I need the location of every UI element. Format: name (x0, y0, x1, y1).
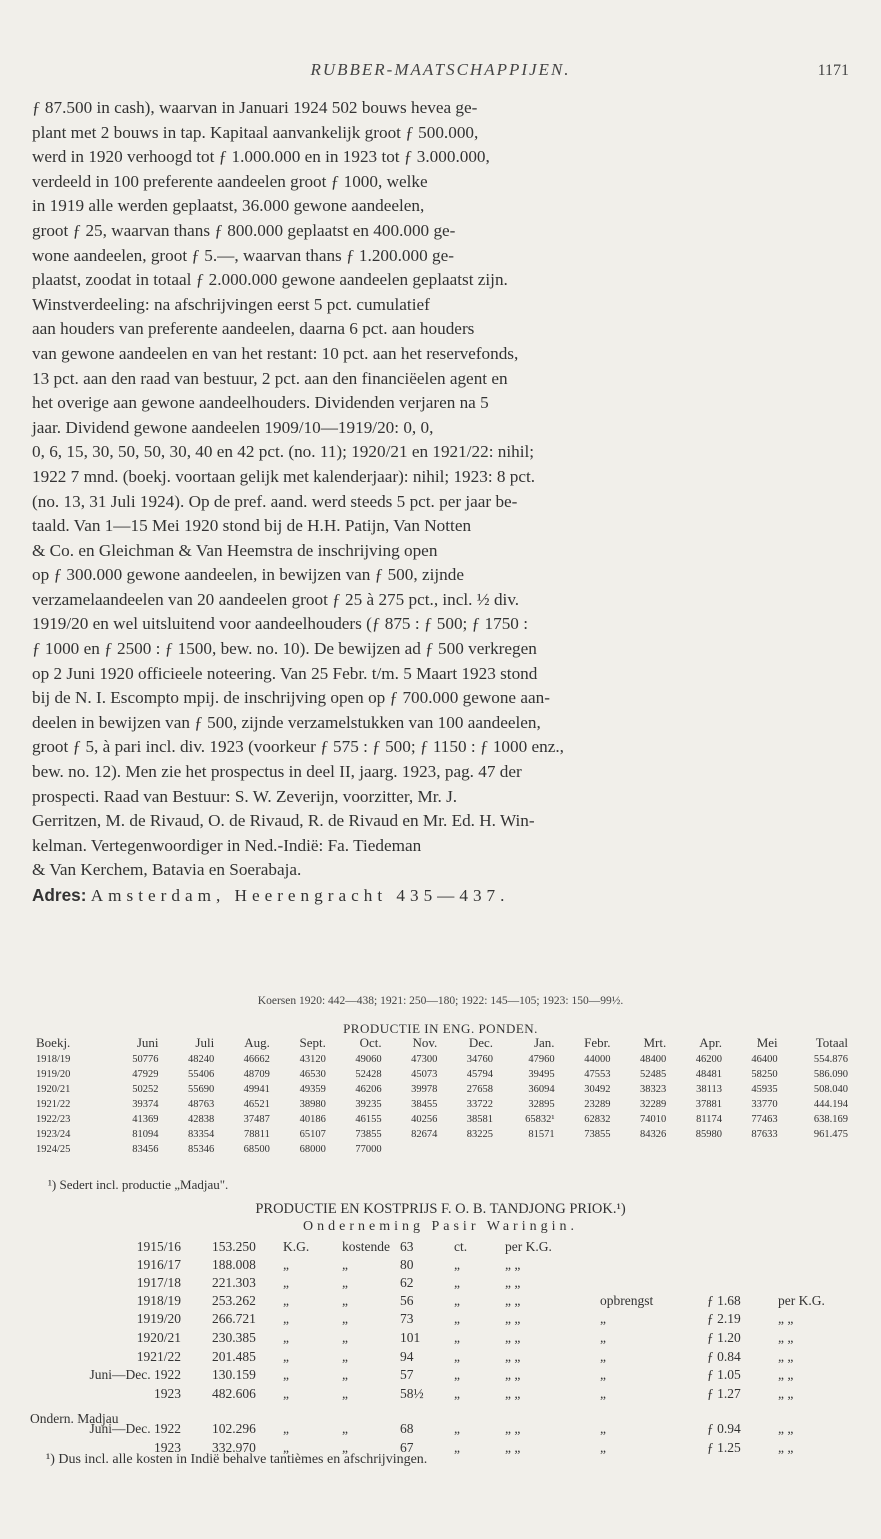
table-header-cell: Juli (195, 1035, 215, 1050)
tandjong-cell-opv: ƒ 1.05 (707, 1367, 741, 1382)
table-cell: 46521 (243, 1099, 270, 1110)
table-cell: 50252 (132, 1084, 159, 1095)
tandjong-cell-opu: per K.G. (778, 1293, 825, 1308)
tandjong-cell-label: 1919/20 (136, 1311, 181, 1326)
tandjong-cell-ct: „ (454, 1367, 460, 1382)
body-line: van gewone aandeelen en van het restant: 10 pct. aan het reservefonds, (32, 343, 519, 363)
table-cell: 46400 (751, 1054, 778, 1065)
table-cell: 42838 (187, 1114, 215, 1125)
tandjong-cell-price: 94 (400, 1349, 414, 1364)
koersen-line: Koersen 1920: 442—438; 1921: 250—180; 1922: 145—105; 1923: 150—99½. (257, 995, 624, 1007)
table-cell: 39374 (132, 1099, 159, 1110)
table-cell: 45935 (751, 1084, 778, 1095)
tandjong-cell-opb: opbrengst (600, 1293, 654, 1308)
table-header-cell: Mei (756, 1035, 778, 1050)
table-cell: 37487 (243, 1114, 270, 1125)
tandjong-cell-opu: „ „ (778, 1386, 794, 1401)
table-cell: 586.090 (813, 1069, 848, 1080)
tandjong-cell-cost: „ (342, 1440, 348, 1455)
body-line: taald. Van 1—15 Mei 1920 stond bij de H.H. Patijn, Van Notten (32, 516, 472, 536)
tandjong-subtitle: Onderneming Pasir Waringin. (303, 1219, 578, 1234)
table-cell: 48763 (187, 1099, 215, 1110)
body-line: op ƒ 300.000 gewone aandeelen, in bewijzen van ƒ 500, zijnde (32, 565, 464, 585)
tandjong-cell-opv: ƒ 1.20 (707, 1330, 741, 1345)
tandjong-cell-prod: 130.159 (212, 1367, 256, 1382)
table-cell: 74010 (639, 1114, 667, 1125)
tandjong-cell-ct: „ (454, 1421, 460, 1436)
table-cell (439, 1142, 495, 1157)
table-cell: 444.194 (813, 1099, 848, 1110)
tandjong-cell-opv: ƒ 0.94 (707, 1421, 741, 1436)
tandjong-row (0, 1293, 881, 1311)
table-header-cell: Juni (136, 1035, 159, 1050)
table-cell: 47553 (584, 1069, 611, 1080)
table-cell: 68000 (299, 1144, 326, 1155)
table-cell: 83225 (466, 1129, 494, 1140)
body-line: aan houders van preferente aandeelen, daarna 6 pct. aan houders (32, 319, 475, 339)
body-line: 1919/20 en wel uitsluitend voor aandeelhouders (ƒ 875 : ƒ 500; ƒ 1750 : (32, 614, 528, 634)
tandjong-cell-unit: „ (283, 1440, 289, 1455)
tandjong-cell-opv: ƒ 2.19 (707, 1311, 741, 1326)
table-cell: 77000 (355, 1144, 382, 1155)
table-header-cell: Febr. (584, 1035, 611, 1050)
tandjong-cell-opu: „ „ (778, 1311, 794, 1326)
table-cell: 46155 (355, 1114, 382, 1125)
tandjong-cell-ct: „ (454, 1386, 460, 1401)
table-row (34, 1112, 850, 1127)
table-cell: 73855 (355, 1129, 382, 1140)
tandjong-cell-price: 73 (400, 1311, 414, 1326)
tandjong-cell-prod: 253.262 (212, 1293, 256, 1308)
table-cell: 30492 (584, 1084, 611, 1095)
tandjong-cell-opu: „ „ (778, 1349, 794, 1364)
table-cell: 81094 (132, 1129, 159, 1140)
table-cell: 65107 (299, 1129, 326, 1140)
body-line: het overige aan gewone aandeelhouders. Dividenden verjaren na 5 (32, 393, 489, 413)
adres-line (32, 883, 850, 909)
tandjong-cell-opv: ƒ 0.84 (707, 1349, 741, 1364)
tandjong-cell-opu: „ „ (778, 1440, 794, 1455)
table-cell: 47960 (528, 1054, 555, 1065)
tandjong-cell-opb: „ (600, 1421, 606, 1436)
table-header-cell: Jan. (533, 1035, 555, 1050)
table-header-cell: Boekj. (36, 1035, 71, 1050)
tandjong-cell-label: 1917/18 (136, 1275, 181, 1290)
table-cell: 38980 (299, 1099, 326, 1110)
tandjong-cell-opu: „ „ (778, 1367, 794, 1382)
table-cell: 508.040 (813, 1084, 848, 1095)
table-cell: 33770 (751, 1099, 778, 1110)
table-cell: 38113 (696, 1084, 722, 1095)
table-cell: 85980 (695, 1129, 722, 1140)
table-cell: 48709 (243, 1069, 270, 1080)
tandjong-cell-price: 67 (400, 1440, 414, 1455)
table-cell (780, 1142, 850, 1157)
table-cell: 78811 (244, 1129, 270, 1140)
tandjong-cell-price: 57 (400, 1367, 414, 1382)
body-line: ƒ 87.500 in cash), waarvan in Januari 1924 502 bouws hevea ge- (32, 98, 478, 117)
tandjong-cell-per: „ „ (505, 1330, 521, 1345)
table-cell: 1918/19 (36, 1054, 71, 1065)
tandjong-cell-unit: „ (283, 1349, 289, 1364)
tandjong-cell-prod: 102.296 (212, 1421, 256, 1436)
body-line: Gerritzen, M. de Rivaud, O. de Rivaud, R. de Rivaud en Mr. Ed. H. Win- (32, 811, 535, 831)
table-cell: 33722 (466, 1099, 494, 1110)
body-line: 13 pct. aan den raad van bestuur, 2 pct. aan den financiëelen agent en (32, 368, 508, 388)
table-cell: 32289 (639, 1099, 667, 1110)
tandjong-cell-opv: ƒ 1.68 (707, 1293, 741, 1308)
tandjong-cell-cost: „ (342, 1330, 348, 1345)
tandjong-cell-unit: „ (283, 1386, 289, 1401)
table-cell: 46206 (355, 1084, 382, 1095)
table-cell: 40186 (299, 1114, 326, 1125)
tandjong-row (0, 1421, 881, 1439)
tandjong-cell-prod: 230.385 (212, 1330, 256, 1345)
tandjong-cell-cost: „ (342, 1311, 348, 1326)
body-line: kelman. Vertegenwoordiger in Ned.-Indië: Fa. Tiedeman (32, 835, 422, 855)
table-cell: 49941 (243, 1084, 270, 1095)
body-text (32, 96, 850, 909)
tandjong-cell-prod: 482.606 (212, 1386, 256, 1401)
table-cell (668, 1142, 724, 1157)
table-cell: 62832 (584, 1114, 611, 1125)
tandjong-cell-cost: „ (342, 1349, 348, 1364)
table-cell: 47300 (411, 1054, 438, 1065)
production-footnote: ¹) Sedert incl. productie „Madjau". (48, 1177, 229, 1192)
adres-label: Adres: (32, 885, 87, 905)
table-cell: 554.876 (813, 1054, 848, 1065)
tandjong-cell-per: „ „ (505, 1367, 521, 1382)
table-header-cell: Dec. (468, 1035, 494, 1050)
table-cell: 77463 (751, 1114, 778, 1125)
tandjong-row (0, 1239, 881, 1257)
table-cell: 49060 (355, 1054, 382, 1065)
body-line: bew. no. 12). Men zie het prospectus in deel II, jaarg. 1923, pag. 47 der (32, 762, 522, 782)
tandjong-row (0, 1275, 881, 1293)
table-cell: 83354 (187, 1129, 215, 1140)
table-cell: 41369 (132, 1114, 159, 1125)
table-cell: 39495 (528, 1069, 555, 1080)
table-header-row (34, 1034, 850, 1052)
table-cell: 65832¹ (525, 1114, 555, 1125)
body-line: 0, 6, 15, 30, 50, 50, 30, 40 en 42 pct. (no. 11); 1920/21 en 1921/22: nihil; (32, 442, 535, 462)
tandjong-cell-prod: 153.250 (212, 1239, 256, 1254)
tandjong-cell-cost: „ (342, 1293, 348, 1308)
table-cell: 82674 (411, 1129, 438, 1140)
table-cell: 81174 (696, 1114, 722, 1125)
body-line: op 2 Juni 1920 officieele noteering. Van 25 Febr. t/m. 5 Maart 1923 stond (32, 663, 538, 683)
body-line: & Van Kerchem, Batavia en Soerabaja. (32, 860, 302, 880)
production-table-title: PRODUCTIE IN ENG. PONDEN. (343, 1021, 538, 1036)
table-cell: 34760 (466, 1054, 494, 1065)
tandjong-cell-cost: „ (342, 1386, 348, 1401)
tandjong-cell-prod: 221.303 (212, 1275, 256, 1290)
tandjong-cell-label: 1915/16 (136, 1239, 181, 1254)
ondern-madjau-label: Ondern. Madjau (30, 1411, 119, 1426)
table-cell: 84326 (639, 1129, 667, 1140)
body-line: deelen in bewijzen van ƒ 500, zijnde verzamelstukken van 100 aandeelen, (32, 712, 541, 732)
body-line: groot ƒ 25, waarvan thans ƒ 800.000 geplaatst en 400.000 ge- (32, 220, 456, 240)
tandjong-cell-cost: „ (342, 1421, 348, 1436)
table-row (34, 1127, 850, 1142)
table-header-cell: Oct. (359, 1035, 382, 1050)
tandjong-cell-opb: „ (600, 1386, 606, 1401)
body-line: plaatst, zoodat in totaal ƒ 2.000.000 gewone aandeelen geplaatst zijn. (32, 270, 508, 290)
tandjong-cell-opu: „ „ (778, 1421, 794, 1436)
table-cell: 1921/22 (36, 1099, 71, 1110)
tandjong-cell-unit: „ (283, 1421, 289, 1436)
tandjong-cell-unit: „ (283, 1293, 289, 1308)
tandjong-cell-unit: „ (283, 1257, 289, 1272)
tandjong-cell-price: 58½ (400, 1386, 424, 1401)
table-cell: 46662 (243, 1054, 270, 1065)
tandjong-cell-opv: ƒ 1.25 (707, 1440, 741, 1455)
body-line: 1922 7 mnd. (boekj. voortaan gelijk met kalenderjaar): nihil; 1923: 8 pct. (32, 466, 536, 486)
tandjong-cell-label: 1923 (154, 1440, 181, 1455)
table-cell: 45794 (466, 1069, 494, 1080)
tandjong-cell-opv: ƒ 1.27 (707, 1386, 741, 1401)
tandjong-cell-ct: „ (454, 1257, 460, 1272)
table-cell: 1919/20 (36, 1069, 71, 1080)
production-table (34, 1034, 850, 1157)
table-cell: 55406 (187, 1069, 215, 1080)
tandjong-cell-price: 63 (400, 1239, 414, 1254)
table-header-cell: Apr. (699, 1035, 722, 1050)
table-cell: 83456 (132, 1144, 159, 1155)
table-row (34, 1142, 850, 1157)
tandjong-footnote: ¹) Dus incl. alle kosten in Indië behalve tantièmes en afschrijvingen. (46, 1452, 428, 1467)
tandjong-cell-cost: „ (342, 1367, 348, 1382)
table-header-cell: Totaal (815, 1035, 848, 1050)
body-line: Winstverdeeling: na afschrijvingen eerst 5 pct. cumulatief (32, 294, 430, 314)
body-line: werd in 1920 verhoogd tot ƒ 1.000.000 en in 1923 tot ƒ 3.000.000, (32, 147, 490, 167)
table-body (34, 1052, 850, 1157)
body-line: (no. 13, 31 Juli 1924). Op de pref. aand. werd steeds 5 pct. per jaar be- (32, 491, 518, 511)
table-cell: 1920/21 (36, 1084, 71, 1095)
tandjong-row (0, 1330, 881, 1348)
tandjong-row (0, 1367, 881, 1385)
table-cell: 32895 (528, 1099, 555, 1110)
tandjong-cell-price: 101 (400, 1330, 421, 1345)
tandjong-cell-opb: „ (600, 1311, 606, 1326)
table-cell: 38323 (639, 1084, 667, 1095)
tandjong-cell-ct: „ (454, 1440, 460, 1455)
tandjong-cell-ct: „ (454, 1349, 460, 1364)
body-line: verzamelaandeelen van 20 aandeelen groot ƒ 25 à 275 pct., incl. ½ div. (32, 589, 520, 609)
tandjong-cell-per: „ „ (505, 1386, 521, 1401)
tandjong-cell-opb: „ (600, 1330, 606, 1345)
tandjong-cell-per: „ „ (505, 1275, 521, 1290)
tandjong-cell-per: „ „ (505, 1293, 521, 1308)
tandjong-cell-prod: 332.970 (212, 1440, 256, 1455)
table-cell: 81571 (528, 1129, 555, 1140)
table-cell: 1923/24 (36, 1129, 71, 1140)
body-line: verdeeld in 100 preferente aandeelen groot ƒ 1000, welke (32, 171, 428, 191)
table-cell (384, 1142, 440, 1157)
table-cell: 27658 (466, 1084, 494, 1095)
tandjong-row (0, 1386, 881, 1404)
table-cell: 44000 (584, 1054, 611, 1065)
tandjong-cell-per: per K.G. (505, 1239, 552, 1254)
table-cell: 38581 (466, 1114, 494, 1125)
tandjong-cell-ct: „ (454, 1330, 460, 1345)
tandjong-cell-cost: „ (342, 1257, 348, 1272)
table-cell (557, 1142, 613, 1157)
tandjong-cell-label: Juni—Dec. 1922 (89, 1367, 181, 1382)
tandjong-cell-per: „ „ (505, 1421, 521, 1436)
table-header-cell: Mrt. (643, 1035, 667, 1050)
body-line: ƒ 1000 en ƒ 2500 : ƒ 1500, bew. no. 10). De bewijzen ad ƒ 500 verkregen (32, 639, 537, 659)
tandjong-cell-ct: ct. (454, 1239, 468, 1254)
tandjong-cell-opb: „ (600, 1440, 606, 1455)
table-cell: 43120 (299, 1054, 326, 1065)
tandjong-cell-prod: 266.721 (212, 1311, 256, 1326)
table-cell: 52428 (355, 1069, 382, 1080)
table-cell: 47929 (132, 1069, 159, 1080)
tandjong-cell-cost: „ (342, 1275, 348, 1290)
tandjong-cell-ct: „ (454, 1293, 460, 1308)
table-cell (724, 1142, 780, 1157)
body-line: wone aandeelen, groot ƒ 5.—, waarvan thans ƒ 1.200.000 ge- (32, 245, 454, 265)
table-cell: 58250 (751, 1069, 778, 1080)
table-cell: 48481 (695, 1069, 722, 1080)
tandjong-cell-unit: „ (283, 1275, 289, 1290)
tandjong-cell-label: 1923 (154, 1386, 181, 1401)
tandjong-cell-ct: „ (454, 1311, 460, 1326)
body-line: plant met 2 bouws in tap. Kapitaal aanvankelijk groot ƒ 500.000, (32, 122, 479, 142)
tandjong-cell-ct: „ (454, 1275, 460, 1290)
table-header-cell: Aug. (244, 1035, 270, 1050)
body-line: groot ƒ 5, à pari incl. div. 1923 (voorkeur ƒ 575 : ƒ 500; ƒ 1150 : ƒ 1000 enz., (32, 737, 564, 757)
table-cell: 85346 (187, 1144, 215, 1155)
tandjong-cell-price: 56 (400, 1293, 414, 1308)
tandjong-cell-label: Juni—Dec. 1922 (89, 1421, 181, 1436)
tandjong-cell-unit: K.G. (283, 1239, 310, 1254)
adres-text: Amsterdam, Heerengracht 435—437. (90, 886, 510, 905)
table-cell: 37881 (695, 1099, 722, 1110)
tandjong-row (0, 1257, 881, 1275)
tandjong-cell-label: 1921/22 (136, 1349, 181, 1364)
tandjong-cell-price: 62 (400, 1275, 414, 1290)
tandjong-cell-opu: „ „ (778, 1330, 794, 1345)
body-line: prospecti. Raad van Bestuur: S. W. Zeverijn, voorzitter, Mr. J. (32, 786, 458, 806)
table-cell: 48240 (187, 1054, 215, 1065)
table-cell: 40256 (411, 1114, 438, 1125)
table-row (34, 1067, 850, 1082)
table-cell: 38455 (411, 1099, 438, 1110)
table-cell: 48400 (639, 1054, 667, 1065)
tandjong-cell-unit: „ (283, 1367, 289, 1382)
tandjong-cell-per: „ „ (505, 1257, 521, 1272)
tandjong-cell-label: 1918/19 (136, 1293, 181, 1308)
table-cell: 50776 (132, 1054, 159, 1065)
tandjong-cell-unit: „ (283, 1311, 289, 1326)
tandjong-cell-label: 1920/21 (136, 1330, 181, 1345)
table-cell: 36094 (528, 1084, 555, 1095)
tandjong-cell-prod: 201.485 (212, 1349, 256, 1364)
table-cell: 961.475 (813, 1129, 848, 1140)
table-cell: 87633 (751, 1129, 778, 1140)
tandjong-cell-per: „ „ (505, 1440, 521, 1455)
table-cell: 39978 (411, 1084, 438, 1095)
tandjong-cell-label: 1916/17 (136, 1257, 181, 1272)
table-cell: 45073 (411, 1069, 438, 1080)
tandjong-cell-cost: kostende (342, 1239, 390, 1254)
table-cell: 1924/25 (36, 1144, 71, 1155)
body-line: in 1919 alle werden geplaatst, 36.000 gewone aandeelen, (32, 196, 425, 216)
table-cell: 23289 (584, 1099, 611, 1110)
body-line: jaar. Dividend gewone aandeelen 1909/10—1919/20: 0, 0, (32, 417, 434, 437)
tandjong-row (0, 1349, 881, 1367)
table-cell (495, 1142, 557, 1157)
tandjong-cell-per: „ „ (505, 1311, 521, 1326)
table-cell: 73855 (584, 1129, 611, 1140)
table-cell: 55690 (187, 1084, 215, 1095)
tandjong-cell-prod: 188.008 (212, 1257, 256, 1272)
tandjong-cell-price: 68 (400, 1421, 414, 1436)
table-cell: 46200 (695, 1054, 722, 1065)
table-cell: 1922/23 (36, 1114, 71, 1125)
tandjong-title: PRODUCTIE EN KOSTPRIJS F. O. B. TANDJONG PRIOK.¹) (255, 1201, 626, 1217)
page-number: 1171 (817, 62, 849, 79)
tandjong-cell-unit: „ (283, 1330, 289, 1345)
table-cell: 638.169 (813, 1114, 848, 1125)
table-cell: 52485 (639, 1069, 667, 1080)
table-cell: 39235 (355, 1099, 382, 1110)
table-cell: 68500 (243, 1144, 270, 1155)
tandjong-cell-price: 80 (400, 1257, 414, 1272)
page-header-title: RUBBER-MAATSCHAPPIJEN. (310, 60, 571, 79)
table-header-cell: Nov. (412, 1035, 438, 1050)
table-cell: 46530 (299, 1069, 326, 1080)
table-row (34, 1052, 850, 1067)
body-line: bij de N. I. Escompto mpij. de inschrijving open op ƒ 700.000 gewone aan- (32, 688, 550, 708)
table-cell (613, 1142, 669, 1157)
table-row (34, 1082, 850, 1097)
tandjong-cell-opb: „ (600, 1349, 606, 1364)
body-line: & Co. en Gleichman & Van Heemstra de inschrijving open (32, 540, 438, 560)
tandjong-cell-per: „ „ (505, 1349, 521, 1364)
table-row (34, 1097, 850, 1112)
table-header-cell: Sept. (299, 1035, 326, 1050)
tandjong-row (0, 1311, 881, 1329)
table-cell: 49359 (299, 1084, 326, 1095)
tandjong-cell-opb: „ (600, 1367, 606, 1382)
